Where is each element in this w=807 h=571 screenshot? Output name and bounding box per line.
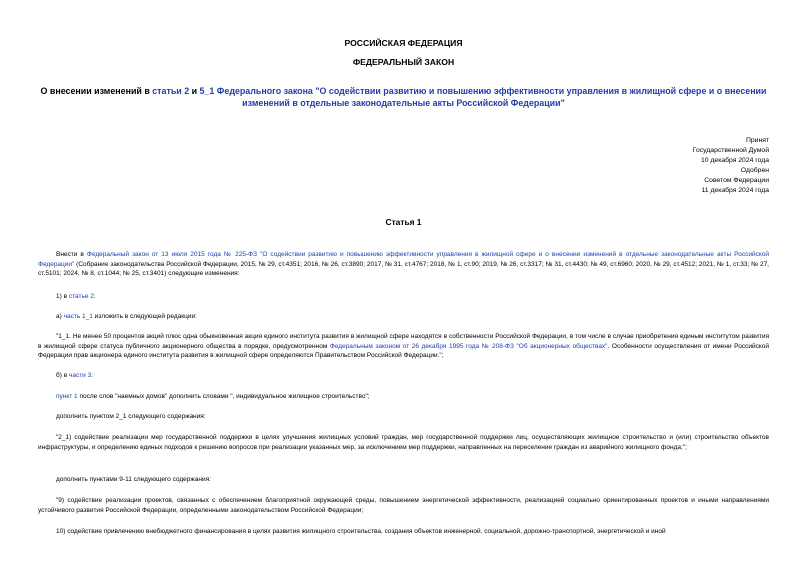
point-1-text: после слов "наемных домов" дополнить словами ", индивидуальное жилищное строительство"; [77, 393, 370, 400]
item-b [56, 371, 93, 381]
para-1-1-rest: . Особенности осуществления от имени Российской Федерации прав акционера единого института развития в жилищной сфере определяются Правительством Российской Федерации."; [38, 342, 770, 359]
item-1 [56, 292, 96, 302]
title-text-3[interactable]: Федерального закона "О содействии развитию и повышению эффективности управления в жилищной сфере и о внесении изменений в отдельные законодательные акты Российской Федерации" [214, 86, 767, 108]
adopted-by: Государственной Думой [692, 147, 769, 154]
link-federal-law-225[interactable]: Федеральный закон от 13 июля 2015 года № 225-ФЗ "О содействии развитию и повышению эффективности управления в жилищной сфере и о внесении изменений в отдельные законодательные акты Российской Федерации" [38, 251, 769, 268]
approved-label: Одобрен [740, 167, 769, 174]
paragraph-9: "9) содействие реализации проектов, связанных с обеспечением благоприятной окружающей среды, повышением энергетической эффективности, реализацией социально ориентированных проектов и иными направлениями устойчивого развития Российской Федерации, определенными законодательством Российской Федерации; [38, 497, 769, 514]
approved-by: Советом Федерации [704, 177, 769, 184]
item-add-2-1: дополнить пунктом 2_1 следующего содержания: [56, 413, 206, 420]
title-text-2: и [189, 86, 200, 96]
approved-date: 11 декабря 2024 года [701, 187, 769, 194]
law-type-heading: ФЕДЕРАЛЬНЫЙ ЗАКОН [352, 57, 455, 67]
item-b-text: б) в [56, 372, 69, 379]
item-a-rest: изложить в следующей редакции: [92, 313, 197, 320]
article-heading: Статья 1 [385, 217, 422, 227]
item-a-text: а) [56, 313, 64, 320]
link-point-1[interactable]: пункт 1 [56, 393, 78, 400]
intro-text-1: Внести в [56, 251, 87, 258]
title-link-article-2[interactable]: статьи 2 [152, 86, 190, 96]
paragraph-2-1: "2_1) содействие реализации мер государственной поддержки в целях улучшения жилищных условий граждан, мер государственной поддержки лиц, осуществляющих жилищное строительство и (или) строительство объектов инфраструктуры, и определению единых подходов к решению вопросов при реализации указанных мер, за исключением мер поддержки, направленных на переселение граждан из аварийного жилищного фонда;"; [38, 434, 769, 451]
title-text-1: О внесении изменений в [40, 86, 153, 96]
item-b-colon: : [91, 372, 94, 379]
item-point-1 [56, 392, 370, 402]
link-part-3[interactable]: части 3 [68, 372, 92, 379]
link-article-2[interactable]: статье 2 [68, 293, 94, 300]
item-1-colon: : [93, 293, 96, 300]
item-a [56, 312, 197, 322]
title-link-article-5-1[interactable]: 5_1 [199, 86, 215, 96]
link-part-1-1[interactable]: часть 1_1 [63, 313, 93, 320]
law-title [35, 86, 772, 109]
adoption-block [693, 136, 769, 196]
paragraph-intro [38, 250, 769, 279]
adopted-label: Принят [745, 137, 769, 144]
link-federal-law-208[interactable]: Федеральным законом от 26 декабря 1995 года № 208-ФЗ "Об акционерных обществах" [329, 342, 608, 350]
item-1-text: 1) в [56, 293, 69, 300]
item-add-9-11: дополнить пунктами 9-11 следующего содержания: [56, 476, 211, 483]
paragraph-1-1 [38, 332, 769, 361]
intro-text-2: (Собрание законодательства Российской Федерации, 2015, № 29, ст.4351; 2016, № 26, ст.3890; 2017, № 31, ст.4767; 2018, № 1, ст.90; 2019, № 26, ст.3317; № 31, ст.4430; № 49, ст.6960; 2020, № 29, ст.4512; 2021, № 1, ст.33; № 27, ст.5101; 2024, № 8, ст.1044; № 25, ст.3401) следующие изменения: [38, 260, 769, 277]
para-1-1-text: "1_1. Не менее 50 процентов акций плюс одна обыкновенная акция единого института развития в жилищной сфере находятся в собственности Российской Федерации, в том числе в случае приобретения единым институтом развития в жилищной сфере статуса публичного акционерного общества в порядке, предусмотренном [38, 333, 769, 350]
paragraph-10: 10) содействие привлечению внебюджетного финансирования в целях развития жилищного строительства, создания объектов инженерной, социальной, дорожно-транспортной, энергетической и иной [56, 528, 666, 535]
country-heading: РОССИЙСКАЯ ФЕДЕРАЦИЯ [344, 38, 463, 48]
adopted-date: 10 декабря 2024 года [701, 157, 769, 164]
